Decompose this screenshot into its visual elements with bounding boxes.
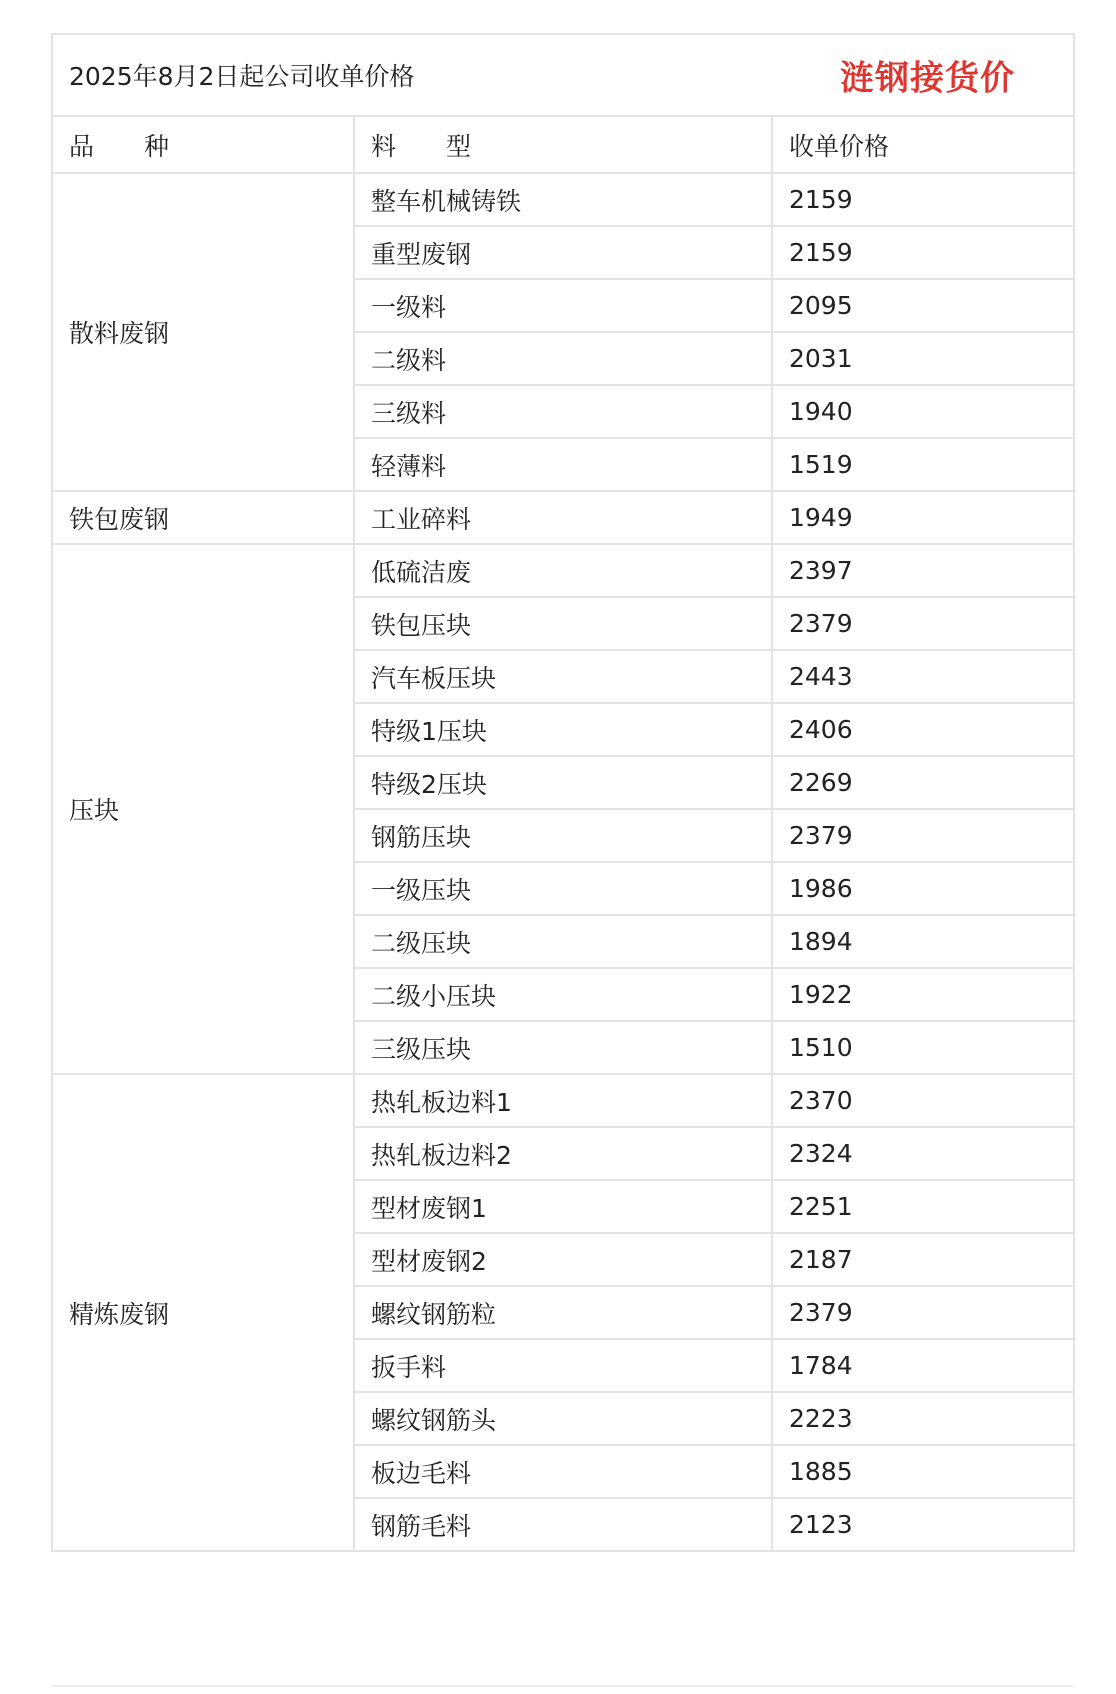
table-title: 2025年8月2日起公司收单价格 [69,62,415,91]
material-type-cell: 三级压块 [354,1021,772,1074]
title-cell [52,34,1074,116]
material-type-cell: 低硫洁废 [354,544,772,597]
header-row [52,116,1074,173]
material-type-cell: 轻薄料 [354,438,772,491]
material-type-cell: 二级压块 [354,915,772,968]
material-type-cell: 工业碎料 [354,491,772,544]
price-cell: 1986 [772,862,1074,915]
price-cell: 1784 [772,1339,1074,1392]
material-type-cell: 热轧板边料2 [354,1127,772,1180]
material-type-cell: 特级1压块 [354,703,772,756]
material-type-cell: 钢筋毛料 [354,1498,772,1551]
material-type-cell: 型材废钢1 [354,1180,772,1233]
material-type-cell: 铁包压块 [354,597,772,650]
table-body [52,34,1074,1551]
material-type-cell: 热轧板边料1 [354,1074,772,1127]
price-cell: 2159 [772,226,1074,279]
price-cell: 2379 [772,809,1074,862]
group-name-cell: 散料废钢 [52,173,354,491]
material-type-cell: 三级料 [354,385,772,438]
price-cell: 1519 [772,438,1074,491]
group-name-cell: 精炼废钢 [52,1074,354,1551]
price-cell: 1885 [772,1445,1074,1498]
material-type-cell: 型材废钢2 [354,1233,772,1286]
price-cell: 1922 [772,968,1074,1021]
material-type-cell: 二级小压块 [354,968,772,1021]
title-row [52,34,1074,116]
table-row [52,1074,1074,1127]
table-row [52,491,1074,544]
price-cell: 2379 [772,1286,1074,1339]
material-type-cell: 二级料 [354,332,772,385]
price-cell: 2251 [772,1180,1074,1233]
header-price: 收单价格 [772,116,1074,173]
price-cell: 2269 [772,756,1074,809]
price-cell: 2370 [772,1074,1074,1127]
group-name-cell: 压块 [52,544,354,1074]
price-cell: 2095 [772,279,1074,332]
bottom-divider [51,1685,1073,1687]
material-type-cell: 整车机械铸铁 [354,173,772,226]
price-cell: 1894 [772,915,1074,968]
header-type: 料 型 [354,116,772,173]
price-cell: 1949 [772,491,1074,544]
material-type-cell: 板边毛料 [354,1445,772,1498]
price-cell: 2223 [772,1392,1074,1445]
price-cell: 2123 [772,1498,1074,1551]
material-type-cell: 螺纹钢筋头 [354,1392,772,1445]
material-type-cell: 重型废钢 [354,226,772,279]
group-name-cell: 铁包废钢 [52,491,354,544]
material-type-cell: 汽车板压块 [354,650,772,703]
price-cell: 2443 [772,650,1074,703]
price-cell: 2397 [772,544,1074,597]
price-cell: 2187 [772,1233,1074,1286]
material-type-cell: 螺纹钢筋粒 [354,1286,772,1339]
material-type-cell: 钢筋压块 [354,809,772,862]
price-cell: 2031 [772,332,1074,385]
brand-label: 涟钢接货价 [840,58,1016,99]
price-cell: 2379 [772,597,1074,650]
price-cell: 2324 [772,1127,1074,1180]
header-variety: 品 种 [52,116,354,173]
price-table [51,33,1075,1552]
price-cell: 2159 [772,173,1074,226]
material-type-cell: 一级料 [354,279,772,332]
material-type-cell: 扳手料 [354,1339,772,1392]
table-row [52,173,1074,226]
material-type-cell: 一级压块 [354,862,772,915]
price-cell: 1510 [772,1021,1074,1074]
table-row [52,544,1074,597]
price-cell: 1940 [772,385,1074,438]
price-cell: 2406 [772,703,1074,756]
material-type-cell: 特级2压块 [354,756,772,809]
